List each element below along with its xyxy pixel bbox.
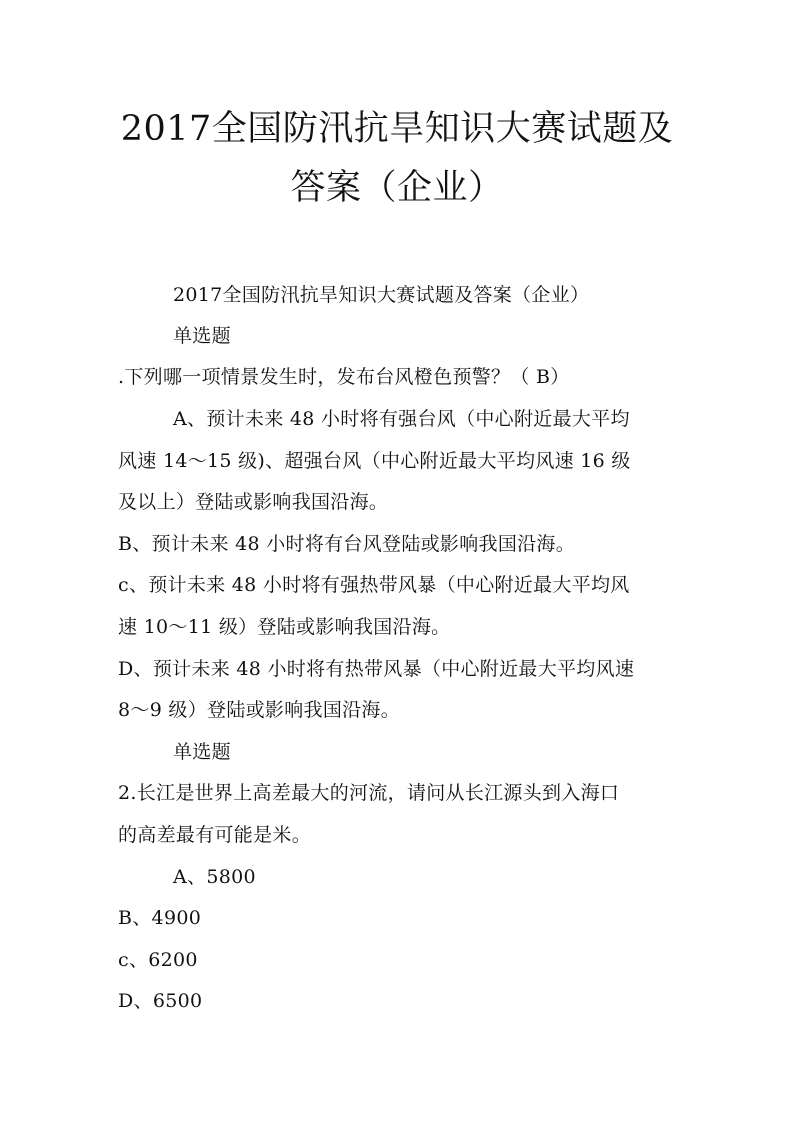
document-title-line-1: 2017全国防汛抗旱知识大赛试题及: [120, 109, 674, 149]
document-subtitle: 2017全国防汛抗旱知识大赛试题及答案（企业）: [173, 284, 590, 306]
document-title-line-2: 答案（企业）: [290, 168, 504, 208]
question-1-option-a-line-3: 及以上）登陆或影响我国沿海。: [118, 491, 389, 513]
question-1-option-d-line-2: 8～9 级）登陆或影响我国沿海。: [118, 699, 401, 721]
question-1-option-c-line-1: c、预计未来 48 小时将有强热带风暴（中心附近最大平均风: [118, 574, 630, 596]
question-1-option-a-line-1: A、预计未来 48 小时将有强台风（中心附近最大平均: [173, 408, 630, 430]
question-2-option-b: B、4900: [118, 907, 202, 929]
question-1-option-a-line-2: 风速 14～15 级)、超强台风（中心附近最大平均风速 16 级: [118, 450, 631, 472]
question-1-stem: .下列哪一项情景发生时，发布台风橙色预警？（ B）: [118, 366, 570, 388]
question-2-type-label: 单选题: [173, 741, 231, 763]
question-2-option-a: A、5800: [173, 866, 256, 888]
question-1-option-c-line-2: 速 10～11 级）登陆或影响我国沿海。: [118, 616, 451, 638]
question-1-option-b: B、预计未来 48 小时将有台风登陆或影响我国沿海。: [118, 533, 576, 555]
question-2-stem-line-2: 的高差最有可能是米。: [118, 824, 312, 846]
question-2-option-c: c、6200: [118, 949, 198, 971]
question-2-stem-line-1: 2.长江是世界上高差最大的河流，请问从长江源头到入海口: [118, 782, 620, 804]
question-1-option-d-line-1: D、预计未来 48 小时将有热带风暴（中心附近最大平均风速: [118, 658, 635, 680]
question-1-type-label: 单选题: [173, 325, 231, 347]
question-2-option-d: D、6500: [118, 990, 203, 1012]
